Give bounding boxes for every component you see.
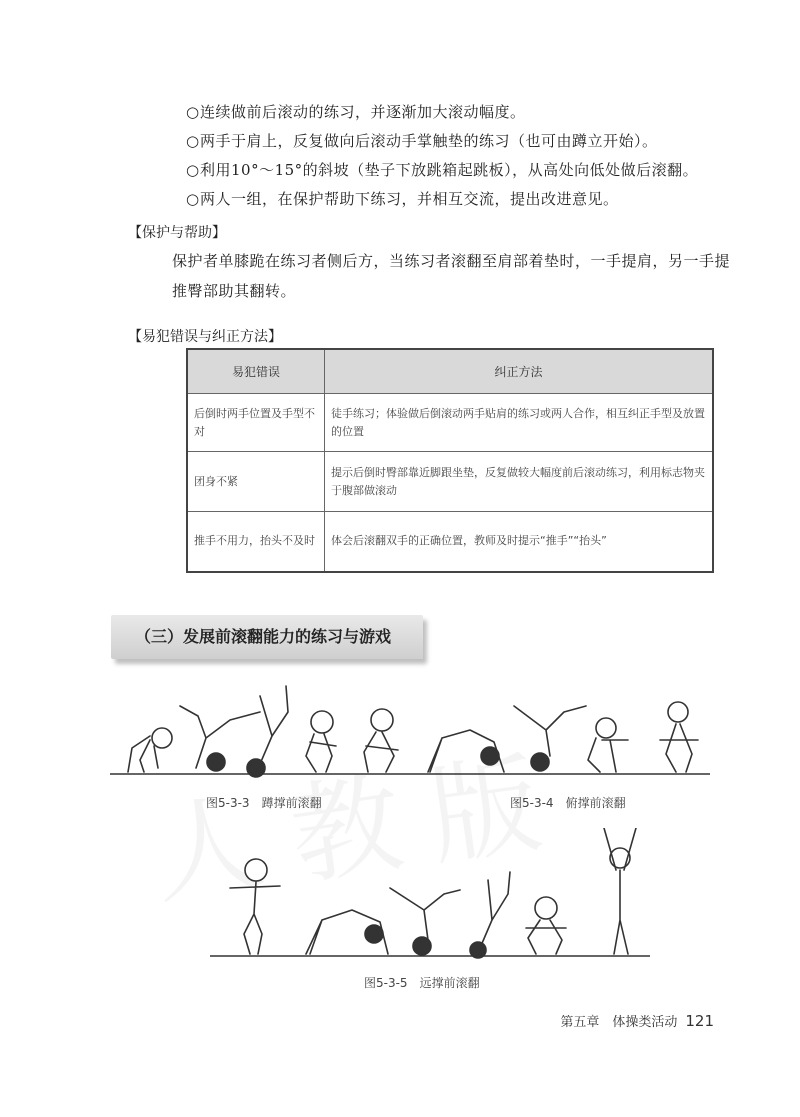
forward-roll-figures-row1	[110, 676, 710, 786]
gymnast-figure	[428, 730, 504, 772]
table-cell: 徒手练习；体验做后倒滚动两手贴肩的练习或两人合作，相互纠正手型及放置的位置	[325, 394, 714, 452]
column-header: 纠正方法	[325, 349, 714, 394]
gymnast-figure	[390, 888, 460, 955]
circle-bullet-icon: ○	[186, 132, 200, 150]
column-header: 易犯错误	[187, 349, 325, 394]
gymnast-figure	[660, 702, 698, 772]
table-row	[187, 394, 713, 452]
circle-bullet-icon: ○	[186, 190, 200, 208]
table-cell: 后倒时两手位置及手型不对	[187, 394, 325, 452]
table-row	[187, 512, 713, 572]
gymnast-figure	[306, 910, 388, 954]
forward-roll-figures-row2	[210, 828, 650, 963]
practice-list	[186, 98, 698, 214]
protection-text: 保护者单膝跪在练习者侧后方，当练习者滚翻至肩部着垫时，一手提肩，另一手提推臀部助其翻转。	[172, 252, 731, 300]
section-banner: （三）发展前滚翻能力的练习与游戏	[111, 615, 423, 659]
table-header-row	[187, 349, 713, 394]
gymnast-figure	[514, 706, 586, 771]
gymnast-figure	[604, 828, 636, 954]
circle-bullet-icon: ○	[186, 161, 200, 179]
figure-caption: 图5-3-4 俯撑前滚翻	[510, 796, 626, 810]
gymnast-figure	[526, 897, 566, 954]
table-cell: 提示后倒时臀部靠近脚跟坐垫，反复做较大幅度前后滚动练习，利用标志物夹于腹部做滚动	[325, 452, 714, 512]
errors-heading: 【易犯错误与纠正方法】	[128, 329, 282, 345]
figure-caption: 图5-3-5 远撑前滚翻	[364, 976, 480, 990]
practice-item: ○利用10°～15°的斜坡（垫子下放跳箱起跳板），从高处向低处做后滚翻。	[186, 156, 698, 185]
gymnast-figure	[128, 728, 172, 772]
table-cell: 体会后滚翻双手的正确位置，教师及时提示“推手”“抬头”	[325, 512, 714, 572]
table-cell: 团身不紧	[187, 452, 325, 512]
gymnast-figure	[470, 872, 510, 958]
gymnast-figure	[230, 859, 280, 954]
page-number: 121	[685, 1012, 714, 1030]
table-row	[187, 452, 713, 512]
protection-heading: 【保护与帮助】	[128, 225, 226, 241]
practice-item: ○连续做前后滚动的练习，并逐渐加大滚动幅度。	[186, 98, 698, 127]
table-cell: 推手不用力，抬头不及时	[187, 512, 325, 572]
page-footer	[560, 1011, 714, 1030]
gymnast-figure	[588, 718, 628, 772]
circle-bullet-icon: ○	[186, 103, 200, 121]
chapter-label: 第五章 体操类活动	[560, 1015, 678, 1030]
gymnast-figure	[364, 709, 398, 772]
gymnast-figure	[180, 706, 260, 771]
practice-item: ○两手于肩上，反复做向后滚动手掌触垫的练习（也可由蹲立开始）。	[186, 127, 698, 156]
gymnast-figure	[306, 711, 336, 772]
figure-caption: 图5-3-3 蹲撑前滚翻	[206, 796, 322, 810]
errors-table	[186, 348, 714, 573]
gymnast-figure	[247, 686, 288, 777]
practice-item: ○两人一组，在保护帮助下练习，并相互交流，提出改进意见。	[186, 185, 698, 214]
